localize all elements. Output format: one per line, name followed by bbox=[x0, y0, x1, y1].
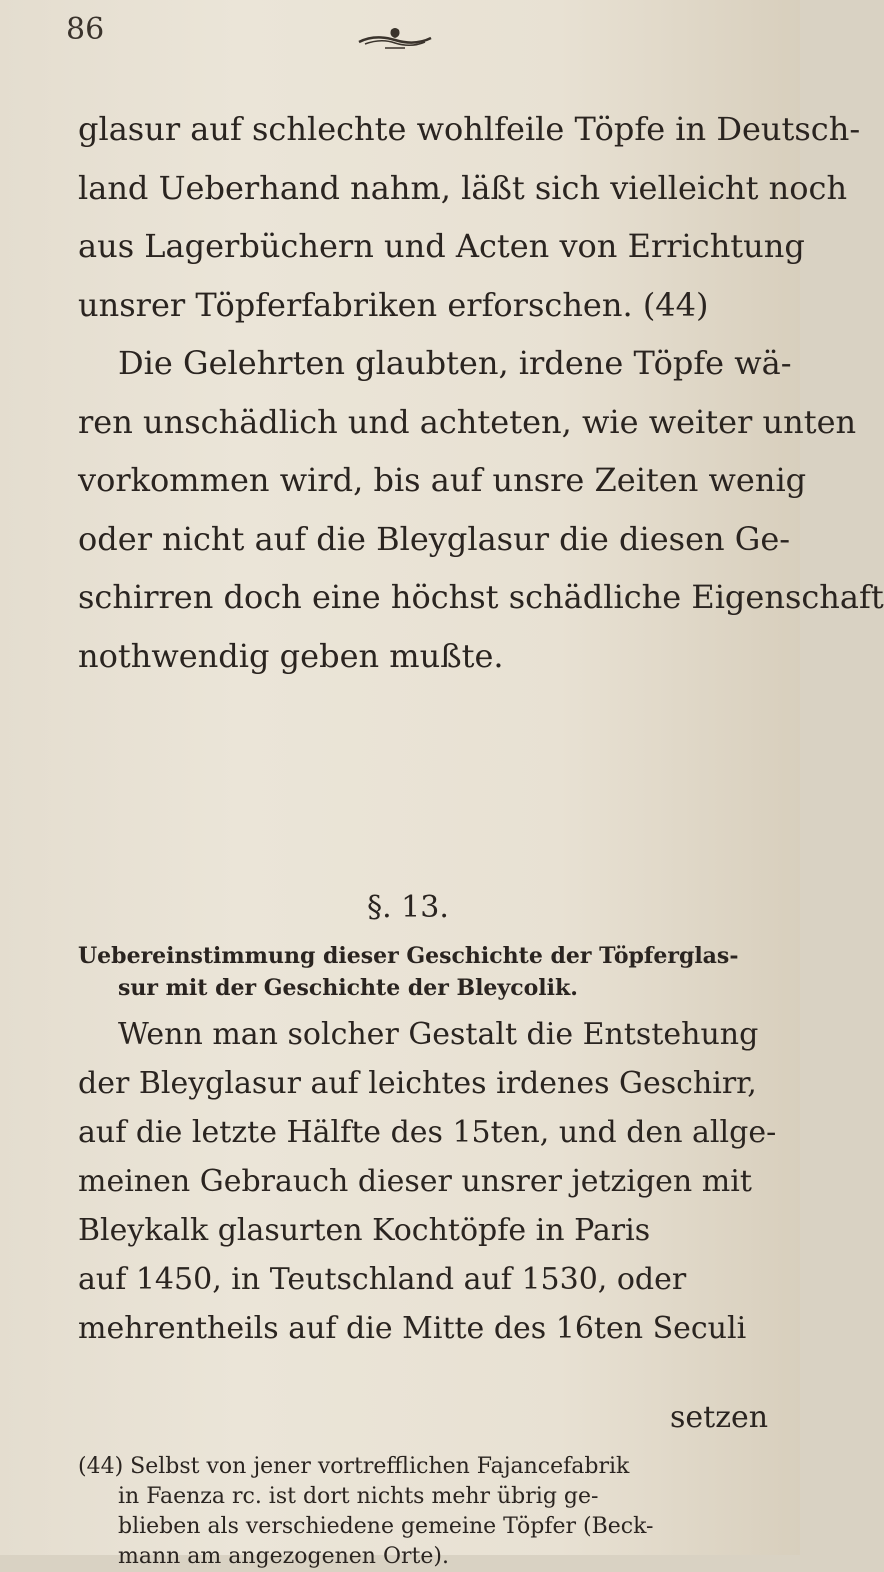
text-line: glasur auf schlechte wohlfeile Töpfe in Deutsch- bbox=[78, 110, 861, 148]
text-line: schirren doch eine höchst schädliche Eigenschaft bbox=[78, 578, 884, 616]
text-line: vorkommen wird, bis auf unsre Zeiten wenig bbox=[78, 461, 807, 499]
text-line: oder nicht auf die Bleyglasur die diesen Ge- bbox=[78, 519, 791, 558]
text-line: auf 1450, in Teutschland auf 1530, oder bbox=[78, 1262, 687, 1297]
paragraph-1 bbox=[78, 100, 884, 685]
paragraph-2 bbox=[78, 1010, 777, 1353]
ornament-icon bbox=[355, 24, 435, 54]
section-number: §. 13. bbox=[367, 890, 449, 925]
text-line: der Bleyglasur auf leichtes irdenes Geschirr, bbox=[78, 1066, 757, 1101]
footnote bbox=[78, 1452, 768, 1572]
text-line: land Ueberhand nahm, läßt sich vielleicht noch bbox=[78, 168, 848, 207]
footnote-line: mann am angezogenen Orte). bbox=[118, 1544, 449, 1569]
text-line: ren unschädlich und achteten, wie weiter unten bbox=[78, 402, 857, 441]
catchword: setzen bbox=[670, 1400, 769, 1435]
text-line: unsrer Töpferfabriken erforschen. (44) bbox=[78, 285, 709, 324]
footnote-line: in Faenza rc. ist dort nichts mehr übrig ge- bbox=[118, 1484, 599, 1509]
text-block bbox=[78, 100, 884, 1569]
text-line: nothwendig geben mußte. bbox=[78, 636, 504, 675]
text-line: aus Lagerbüchern und Acten von Errichtung bbox=[78, 227, 805, 265]
text-line: auf die letzte Hälfte des 15ten, und den allge- bbox=[78, 1115, 777, 1150]
section-title-line: Uebereinstimmung dieser Geschichte der Töpferglas- bbox=[78, 943, 739, 969]
text-line: mehrentheils auf die Mitte des 16ten Seculi bbox=[78, 1311, 747, 1346]
text-line: meinen Gebrauch dieser unsrer jetzigen mit bbox=[78, 1164, 752, 1199]
footnote-line: blieben als verschiedene gemeine Töpfer (Beck- bbox=[118, 1514, 654, 1539]
section-title-line: sur mit der Geschichte der Bleycolik. bbox=[118, 975, 578, 1001]
text-line: Die Gelehrten glaubten, irdene Töpfe wä- bbox=[118, 344, 792, 382]
footnote-line: (44) Selbst von jener vortrefflichen Fajancefabrik bbox=[78, 1454, 630, 1479]
section-title bbox=[78, 940, 758, 1004]
page-number: 86 bbox=[66, 12, 105, 47]
text-line: Bleykalk glasurten Kochtöpfe in Paris bbox=[78, 1213, 651, 1248]
text-line: Wenn man solcher Gestalt die Entstehung bbox=[118, 1017, 759, 1052]
